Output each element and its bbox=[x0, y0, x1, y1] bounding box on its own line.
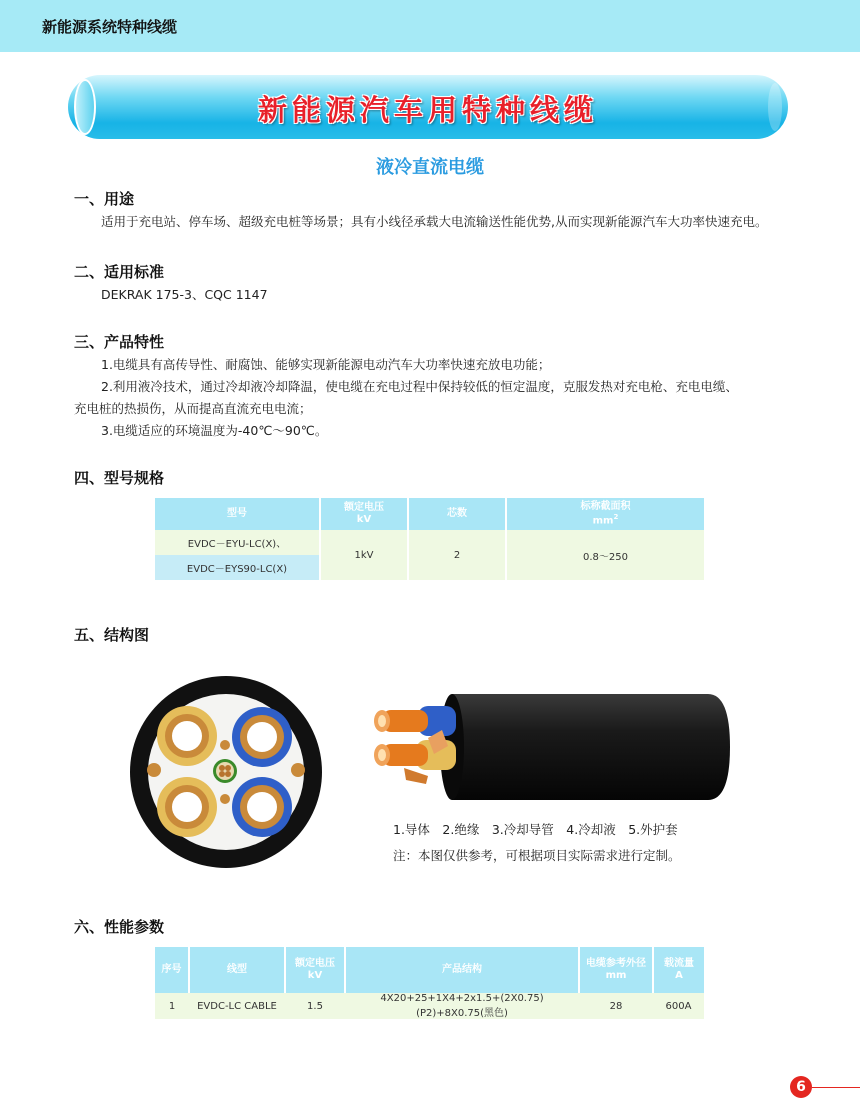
heading-performance: 六、性能参数 bbox=[74, 918, 165, 936]
page-number-rule bbox=[812, 1087, 860, 1088]
model-cell-2: EVDC－EYS90-LC(X) bbox=[155, 555, 320, 580]
cell-structure: 4X20+25+1X4+2x1.5+(2X0.75)(P2)+8X0.75(黑色) bbox=[380, 993, 544, 1019]
header-voltage-label: 额定电压 bbox=[344, 502, 384, 513]
cable-side-view-diagram bbox=[368, 688, 733, 806]
header-diameter: 电缆参考外径 mm bbox=[579, 947, 653, 993]
small-conductor bbox=[147, 763, 161, 777]
cores-cell: 2 bbox=[408, 530, 506, 580]
model-spec-table bbox=[155, 498, 704, 580]
cable-cross-section-diagram bbox=[128, 674, 324, 870]
header-voltage-unit: kV bbox=[356, 514, 372, 525]
section-title: 新能源系统特种线缆 bbox=[42, 18, 178, 36]
cell-diameter: 28 bbox=[609, 1000, 623, 1012]
cell-current: 600A bbox=[665, 1000, 692, 1012]
core-blue-bottom bbox=[232, 777, 292, 837]
heading-standards: 二、适用标准 bbox=[74, 263, 165, 281]
model-cell-1: EVDC－EYU-LC(X)、 bbox=[155, 530, 320, 555]
area-cell: 0.8～250 bbox=[506, 530, 704, 580]
feature-line-1: 1.电缆具有高传导性、耐腐蚀、能够实现新能源电动汽车大功率快速充放电功能； bbox=[101, 357, 551, 372]
header-line: 线型 bbox=[189, 947, 285, 993]
header-area bbox=[506, 498, 704, 530]
header-model: 型号 bbox=[155, 498, 320, 530]
small-conductor bbox=[404, 768, 428, 784]
table-header-row bbox=[155, 947, 704, 993]
top-header-bar bbox=[0, 0, 860, 52]
table-row bbox=[155, 530, 704, 555]
voltage-cell: 1kV bbox=[320, 530, 408, 580]
header-area-label: 标称截面积 bbox=[580, 500, 631, 512]
feature-line-2: 2.利用液冷技术，通过冷却液冷却降温，使电缆在充电过程中保持较低的恒定温度，克服发热对充电枪、充电电缆、 bbox=[101, 379, 738, 394]
cell-line: EVDC-LC CABLE bbox=[197, 1000, 277, 1012]
outer-jacket bbox=[447, 694, 730, 800]
product-name: 液冷直流电缆 bbox=[376, 157, 484, 178]
header-rated-voltage: 额定电压 kV bbox=[285, 947, 345, 993]
structure-legend: 1.导体 2.绝缘 3.冷却导管 4.冷却液 5.外护套 bbox=[393, 822, 678, 837]
small-conductor bbox=[291, 763, 305, 777]
heading-features: 三、产品特性 bbox=[74, 333, 165, 351]
header-current: 载流量 A bbox=[653, 947, 704, 993]
small-conductor bbox=[220, 794, 230, 804]
heading-structure: 五、结构图 bbox=[74, 626, 150, 644]
header-voltage bbox=[320, 498, 408, 530]
header-structure: 产品结构 bbox=[345, 947, 579, 993]
heading-models: 四、型号规格 bbox=[74, 469, 165, 487]
cell-voltage: 1.5 bbox=[307, 1000, 323, 1012]
standards-text: DEKRAK 175-3、CQC 1147 bbox=[101, 287, 268, 302]
header-no: 序号 bbox=[155, 947, 189, 993]
page-number-badge: 6 bbox=[790, 1076, 812, 1098]
title-banner bbox=[68, 75, 788, 139]
core-yellow-bottom bbox=[157, 777, 217, 837]
banner-title: 新能源汽车用特种线缆 bbox=[257, 93, 598, 127]
feature-line-4: 3.电缆适应的环境温度为-40℃～90℃。 bbox=[101, 423, 328, 438]
performance-table bbox=[155, 947, 704, 1019]
header-cores: 芯数 bbox=[408, 498, 506, 530]
heading-usage: 一、用途 bbox=[74, 190, 135, 208]
core-yellow-top bbox=[157, 706, 217, 766]
copper-conductor-top bbox=[374, 710, 428, 732]
feature-line-3: 充电桩的热损伤，从而提高直流充电电流； bbox=[74, 401, 312, 416]
copper-conductor-bottom bbox=[374, 744, 428, 766]
table-header-row bbox=[155, 498, 704, 530]
usage-text: 适用于充电站、停车场、超级充电桩等场景；具有小线径承载大电流输送性能优势,从而实现新能源汽车大功率快速充电。 bbox=[101, 214, 768, 229]
center-signal-bundle bbox=[213, 759, 237, 783]
cell-no: 1 bbox=[168, 1000, 176, 1012]
small-conductor bbox=[220, 740, 230, 750]
header-area-unit: $mm^2$ bbox=[592, 512, 619, 527]
core-blue-top bbox=[232, 707, 292, 767]
structure-note: 注：本图仅供参考，可根据项目实际需求进行定制。 bbox=[393, 848, 681, 863]
table-row bbox=[155, 993, 704, 1019]
